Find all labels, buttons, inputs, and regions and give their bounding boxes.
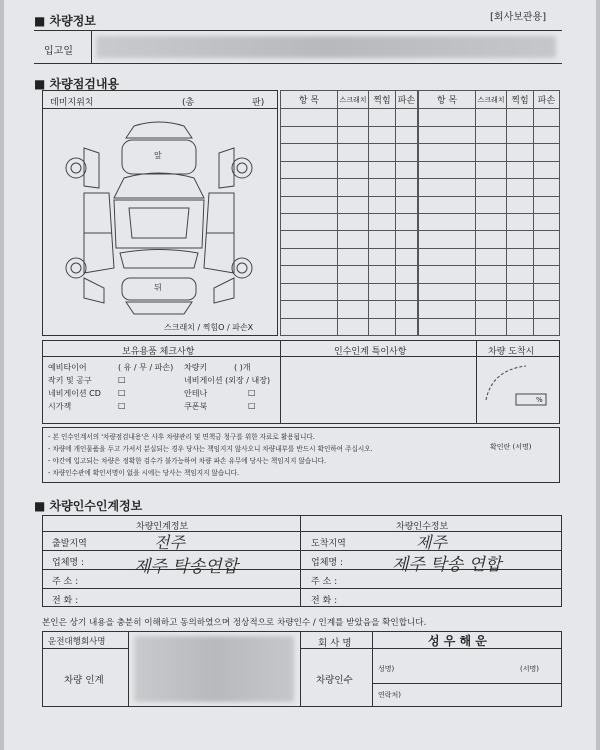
notice-line: - 야간에 입고되는 차량은 정확한 검수가 불가능하여 차량 파손 유무에 당사는 책임지지 않습니다.	[48, 457, 327, 465]
grid-cell	[534, 266, 560, 283]
handover-row-label: 전 화 :	[311, 596, 338, 606]
inspection-grid-right	[418, 90, 560, 336]
grid-cell	[476, 266, 507, 283]
grid-row	[419, 248, 560, 265]
grid-cell	[534, 196, 560, 213]
belongings-item-mark: ( 유 / 무 / 파손)	[118, 363, 174, 372]
col-item: 항 목	[419, 91, 476, 109]
handover-row-label: 도착지역	[311, 539, 346, 549]
grid-row	[419, 144, 560, 161]
grid-cell	[507, 179, 534, 196]
grid-cell	[369, 126, 396, 143]
handover-row-label: 주 소 :	[52, 577, 79, 587]
handover-sign-label: 차량 인계	[64, 675, 104, 686]
grid-cell	[476, 144, 507, 161]
grid-cell	[281, 231, 338, 248]
grid-cell	[369, 213, 396, 230]
divider	[42, 648, 128, 649]
grid-cell	[396, 144, 418, 161]
grid-row	[281, 179, 418, 196]
grid-cell	[338, 318, 369, 336]
grid-cell	[507, 231, 534, 248]
grid-cell	[419, 283, 476, 300]
grid-cell	[507, 266, 534, 283]
col-scratch: 스크래치	[476, 91, 507, 109]
grid-cell	[507, 144, 534, 161]
confirm-signature-label: 확인란 (서명)	[490, 443, 532, 451]
fuel-title: 차량 도착시	[488, 347, 535, 357]
grid-cell	[338, 196, 369, 213]
grid-cell	[281, 144, 338, 161]
grid-cell	[534, 126, 560, 143]
grid-cell	[281, 266, 338, 283]
notice-line: - 본 인수인계서의 '차량점검내용'은 사후 차량관리 및 면책금 청구를 위한 자료로 활용됩니다.	[48, 433, 315, 441]
grid-row	[281, 161, 418, 178]
grid-row	[281, 301, 418, 318]
grid-cell	[507, 283, 534, 300]
grid-cell	[338, 266, 369, 283]
divider	[280, 340, 281, 424]
belongings-item-mark: □	[248, 388, 256, 397]
grid-cell	[476, 196, 507, 213]
grid-cell	[507, 109, 534, 126]
grid-cell	[419, 248, 476, 265]
grid-cell	[281, 161, 338, 178]
grid-cell	[396, 231, 418, 248]
driver-company-label: 운전대행회사명	[48, 637, 106, 647]
section-inspection: ■ 차량점검내용	[34, 77, 120, 91]
grid-cell	[419, 109, 476, 126]
handover-row	[301, 589, 562, 607]
grid-cell	[396, 301, 418, 318]
divider	[300, 631, 301, 707]
handover-form	[4, 0, 596, 750]
grid-cell	[281, 283, 338, 300]
grid-cell	[369, 301, 396, 318]
notice-line: - 차량에 개인물품을 두고 가셔서 분실되는 경우 당사는 책임지지 않사오니 차량내부를 반드시 확인하여 주십시오.	[48, 445, 373, 453]
handover-row	[42, 589, 300, 607]
grid-cell	[534, 109, 560, 126]
grid-row	[281, 126, 418, 143]
handover-row-label: 주 소 :	[311, 577, 338, 587]
grid-cell	[281, 213, 338, 230]
grid-row	[281, 231, 418, 248]
grid-row	[281, 248, 418, 265]
col-broken: 파손	[534, 91, 560, 109]
driver-company-redacted	[134, 636, 294, 702]
grid-cell	[338, 126, 369, 143]
sender-company-value: 제주 탁송연합	[134, 557, 238, 577]
grid-row	[419, 283, 560, 300]
grid-cell	[534, 179, 560, 196]
divider	[42, 356, 560, 357]
grid-cell	[281, 109, 338, 126]
grid-cell	[476, 283, 507, 300]
grid-cell	[534, 161, 560, 178]
grid-cell	[507, 301, 534, 318]
grid-cell	[281, 301, 338, 318]
company-name: 성 우 해 운	[428, 634, 487, 648]
grid-cell	[534, 213, 560, 230]
grid-cell	[534, 231, 560, 248]
grid-row	[419, 179, 560, 196]
grid-row	[281, 109, 418, 126]
grid-cell	[476, 231, 507, 248]
grid-row	[419, 231, 560, 248]
grid-cell	[507, 248, 534, 265]
grid-cell	[338, 161, 369, 178]
grid-cell	[396, 179, 418, 196]
grid-cell	[534, 318, 560, 336]
col-scratch: 스크래치	[338, 91, 369, 109]
grid-cell	[419, 196, 476, 213]
grid-row	[281, 283, 418, 300]
grid-cell	[369, 144, 396, 161]
belongings-item-mark: □	[118, 375, 126, 384]
grid-cell	[476, 179, 507, 196]
grid-cell	[396, 318, 418, 336]
notice-lines	[48, 431, 373, 479]
grid-cell	[534, 301, 560, 318]
grid-row	[419, 109, 560, 126]
grid-row	[281, 213, 418, 230]
grid-cell	[369, 266, 396, 283]
grid-cell	[281, 126, 338, 143]
handover-left-title: 차량인계정보	[136, 522, 189, 532]
grid-cell	[507, 196, 534, 213]
grid-cell	[419, 266, 476, 283]
belongings-item-label: 네비게이션 (외장 / 내장)	[184, 376, 271, 385]
car-front-label: 앞	[154, 151, 162, 160]
agreement-statement: 본인은 상기 내용을 충분히 이해하고 동의하였으며 정상적으로 차량인수 / 인계를 받았음을 확인합니다.	[42, 618, 427, 628]
belongings-item-label: 차량키	[184, 363, 208, 372]
grid-row	[419, 196, 560, 213]
grid-cell	[338, 231, 369, 248]
fuel-gauge	[482, 360, 554, 410]
grid-cell	[419, 231, 476, 248]
handover-row-label: 업체명 :	[311, 558, 343, 568]
grid-row	[281, 266, 418, 283]
grid-cell	[419, 213, 476, 230]
grid-cell	[419, 301, 476, 318]
belongings-item-mark: □	[248, 401, 256, 410]
grid-cell	[476, 301, 507, 318]
section-handover: ■ 차량인수인계정보	[34, 499, 143, 513]
damage-legend: 스크래치 / 찍힘O / 파손X	[164, 323, 254, 332]
col-broken: 파손	[396, 91, 418, 109]
entry-date-label: 입고일	[44, 46, 73, 57]
grid-cell	[338, 301, 369, 318]
grid-cell	[396, 109, 418, 126]
arrival-region-value: 제주	[416, 533, 447, 552]
grid-cell	[369, 196, 396, 213]
divider	[372, 631, 373, 707]
grid-cell	[396, 283, 418, 300]
grid-cell	[534, 283, 560, 300]
grid-cell	[419, 318, 476, 336]
belongings-item-label: 작키 및 공구	[48, 376, 92, 385]
grid-cell	[281, 248, 338, 265]
signature-hint: (서명)	[520, 665, 539, 673]
grid-cell	[396, 266, 418, 283]
section-title: 차량점검내용	[49, 77, 120, 91]
grid-cell	[369, 161, 396, 178]
grid-cell	[419, 179, 476, 196]
grid-cell	[281, 196, 338, 213]
grid-row	[281, 144, 418, 161]
total-label: (총	[182, 98, 195, 108]
grid-cell	[281, 179, 338, 196]
grid-row	[281, 196, 418, 213]
col-dent: 찍힘	[369, 91, 396, 109]
office-use-label: [회사보관용]	[490, 12, 547, 23]
notice-line: - 차량인수관에 확인서명이 없을 시에는 당사는 책임지지 않습니다.	[48, 469, 240, 477]
company-label: 회 사 명	[318, 638, 352, 649]
special-notes-title: 인수인계 특이사항	[334, 347, 407, 357]
grid-cell	[369, 248, 396, 265]
grid-cell	[476, 213, 507, 230]
grid-cell	[396, 248, 418, 265]
grid-cell	[369, 283, 396, 300]
grid-cell	[338, 144, 369, 161]
col-dent: 찍힘	[507, 91, 534, 109]
belongings-item-mark: ( )개	[234, 363, 251, 372]
name-label: 성명)	[378, 665, 395, 673]
belongings-item-label: 시가잭	[48, 402, 72, 411]
damage-label: 데미지위치	[50, 98, 94, 108]
divider	[476, 340, 477, 424]
belongings-item-mark: □	[118, 388, 126, 397]
grid-cell	[507, 213, 534, 230]
grid-cell	[281, 318, 338, 336]
grid-cell	[476, 109, 507, 126]
handover-row-label: 업체명 :	[52, 558, 84, 568]
grid-cell	[338, 283, 369, 300]
belongings-item-label: 네비게이션 CD	[48, 389, 101, 398]
departure-region-value: 전주	[154, 533, 185, 552]
grid-row	[281, 318, 418, 336]
grid-row	[419, 213, 560, 230]
handover-right-title: 차량인수정보	[396, 522, 449, 532]
grid-cell	[338, 109, 369, 126]
belongings-item-label: 쿠폰북	[184, 402, 208, 411]
grid-cell	[338, 248, 369, 265]
handover-row-label: 출발지역	[52, 539, 87, 549]
grid-row	[419, 266, 560, 283]
grid-cell	[338, 179, 369, 196]
grid-cell	[507, 318, 534, 336]
section-title: 차량정보	[49, 14, 96, 28]
belongings-title: 보유용품 체크사항	[122, 347, 195, 357]
section-title: 차량인수인계정보	[49, 499, 143, 513]
belongings-item-label: 안테나	[184, 389, 208, 398]
fuel-percent: %	[536, 396, 543, 404]
grid-cell	[419, 161, 476, 178]
belongings-item-mark: □	[118, 401, 126, 410]
car-rear-label: 뒤	[154, 283, 162, 292]
grid-cell	[476, 126, 507, 143]
entry-date-redacted	[96, 36, 556, 58]
grid-cell	[419, 144, 476, 161]
grid-cell	[369, 179, 396, 196]
grid-cell	[396, 126, 418, 143]
grid-cell	[396, 213, 418, 230]
divider	[128, 631, 129, 707]
grid-cell	[507, 126, 534, 143]
total-unit: 판)	[252, 98, 265, 108]
grid-row	[419, 301, 560, 318]
contact-label: 연락처)	[378, 691, 402, 699]
grid-cell	[369, 109, 396, 126]
receiver-sign-label: 차량인수	[316, 675, 353, 686]
grid-cell	[396, 196, 418, 213]
grid-cell	[534, 144, 560, 161]
handover-row-label: 전 화 :	[52, 596, 79, 606]
grid-cell	[338, 213, 369, 230]
grid-row	[419, 126, 560, 143]
inspection-grid-left	[280, 90, 418, 336]
grid-cell	[476, 318, 507, 336]
grid-cell	[396, 161, 418, 178]
office-use-text: 회사보관용	[493, 12, 543, 23]
grid-row	[419, 161, 560, 178]
grid-cell	[507, 161, 534, 178]
grid-cell	[534, 248, 560, 265]
col-item: 항 목	[281, 91, 338, 109]
belongings-item-label: 예비타이어	[48, 363, 87, 372]
grid-row	[419, 318, 560, 336]
grid-cell	[476, 248, 507, 265]
grid-cell	[369, 318, 396, 336]
grid-cell	[476, 161, 507, 178]
divider	[372, 683, 562, 684]
receiver-company-value: 제주 탁송 연합	[392, 555, 502, 575]
grid-cell	[369, 231, 396, 248]
section-vehicle-info: ■ 차량정보	[34, 14, 96, 28]
grid-cell	[419, 126, 476, 143]
